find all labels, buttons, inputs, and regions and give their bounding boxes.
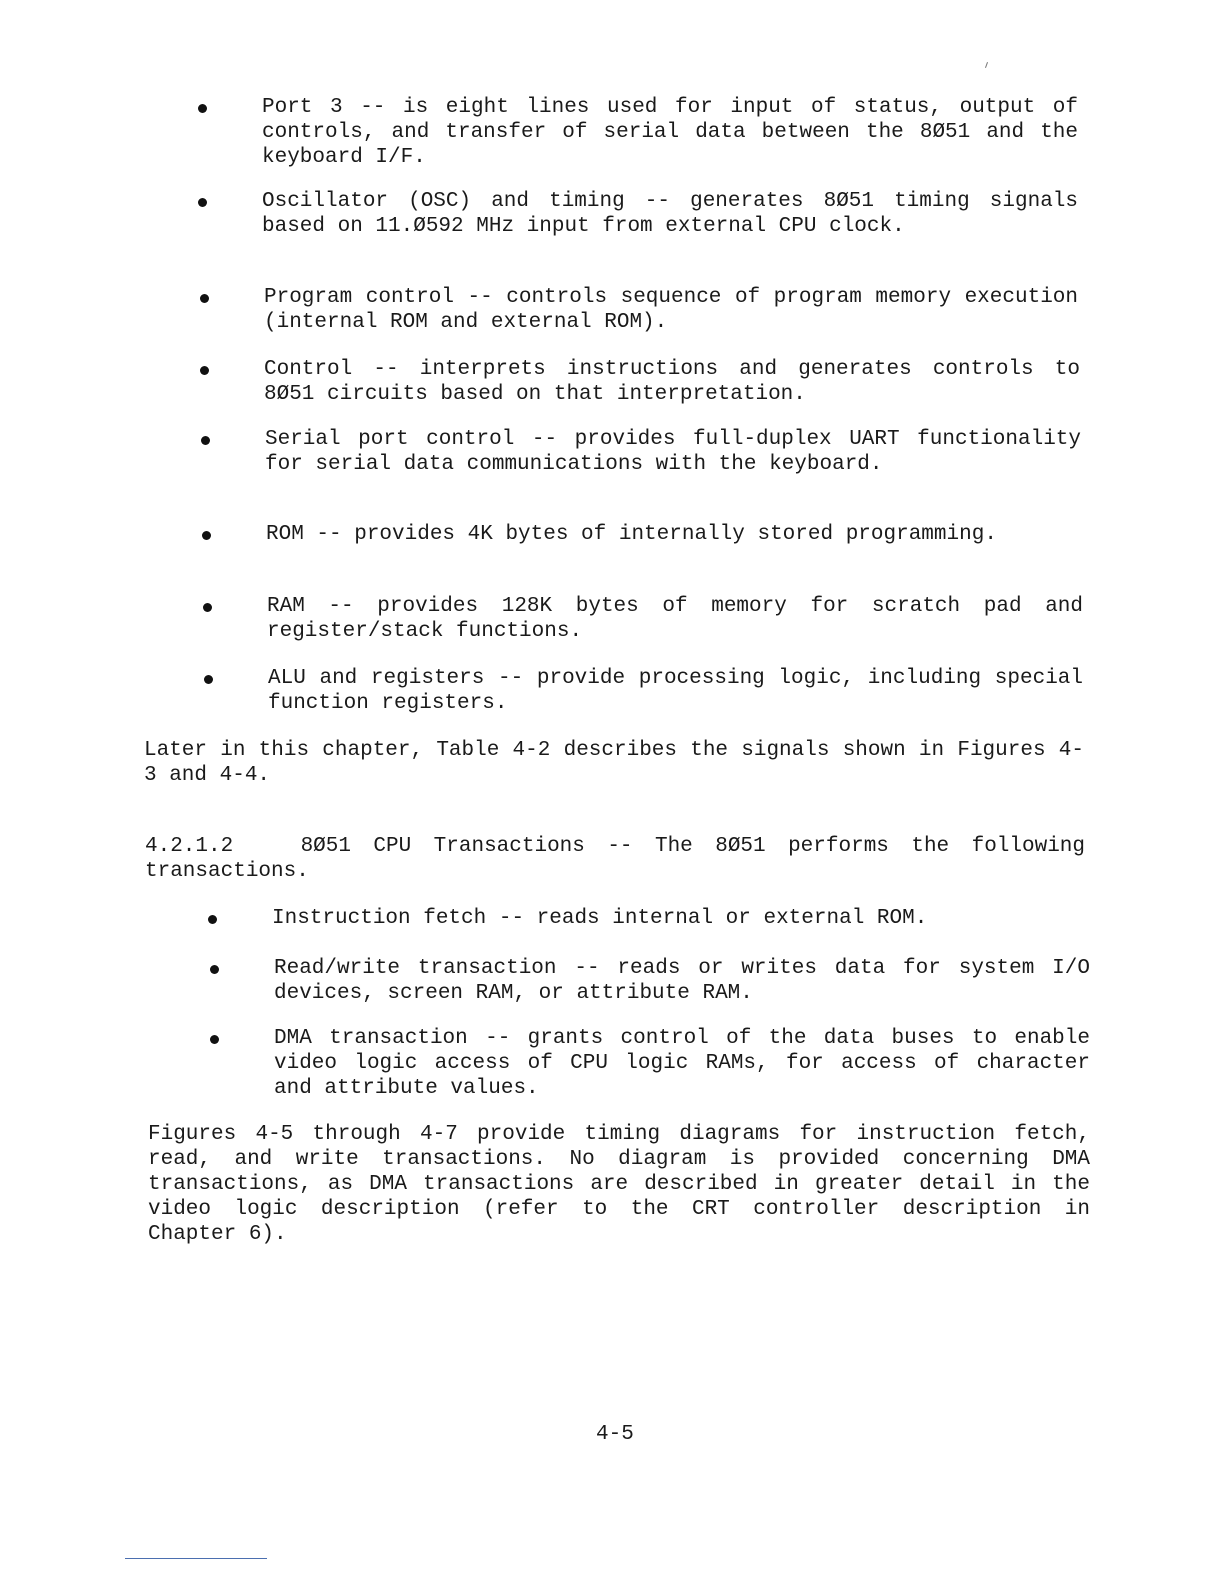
function-block-list-control	[264, 357, 1080, 407]
section-text: 8Ø51 CPU Transactions -- The 8Ø51 performs the following transactions.	[145, 835, 1086, 883]
list-item	[262, 95, 1078, 170]
section-number: 4.2.1.2	[145, 835, 234, 858]
function-block-list-serial	[265, 427, 1081, 477]
bullet-icon	[202, 531, 211, 540]
list-item-text: RAM -- provides 128K bytes of memory for scratch pad and register/stack functions.	[267, 595, 1083, 643]
footer-rule	[125, 1558, 267, 1559]
transaction-list-fetch	[272, 906, 1088, 931]
bullet-icon	[204, 675, 213, 684]
list-item	[266, 522, 1082, 547]
section-gap	[233, 835, 300, 858]
list-item	[262, 189, 1078, 239]
list-item-text: Control -- interprets instructions and generates controls to 8Ø51 circuits based on that interpretation.	[264, 358, 1080, 406]
list-item-text: Oscillator (OSC) and timing -- generates 8Ø51 timing signals based on 11.Ø592 MHz input from external CPU clock.	[262, 190, 1078, 238]
paragraph-signals-reference: Later in this chapter, Table 4-2 describes the signals shown in Figures 4-3 and 4-4.	[144, 739, 1084, 787]
bullet-icon	[208, 915, 217, 924]
list-item	[274, 956, 1090, 1006]
list-item	[268, 666, 1083, 716]
transaction-list-readwrite	[274, 956, 1090, 1006]
function-block-list-ram	[267, 594, 1083, 644]
list-item-text: DMA transaction -- grants control of the data buses to enable video logic access of CPU logic RAMs, for access of character and attribute values.	[274, 1027, 1090, 1100]
section-paragraph	[145, 834, 1085, 884]
paragraph-timing-diagrams: Figures 4-5 through 4-7 provide timing diagrams for instruction fetch, read, and write transactions. No diagram is provided concerning DMA transactions, as DMA transactions are described in greater detail in the video logic description (refer to the CRT controller description in Chapter 6).	[148, 1123, 1090, 1246]
function-block-list-rom	[266, 522, 1082, 547]
bullet-icon	[210, 1035, 219, 1044]
list-item	[264, 357, 1080, 407]
function-block-list-alu	[268, 666, 1083, 716]
list-item-text: ALU and registers -- provide processing logic, including special function registers.	[268, 667, 1083, 715]
list-item-text: Read/write transaction -- reads or writes data for system I/O devices, screen RAM, or attribute RAM.	[274, 957, 1090, 1005]
list-item-text: Serial port control -- provides full-duplex UART functionality for serial data communications with the keyboard.	[265, 428, 1081, 476]
scan-mark	[985, 62, 988, 68]
bullet-icon	[201, 436, 210, 445]
transaction-list-dma	[274, 1026, 1090, 1101]
list-item-text: Instruction fetch -- reads internal or external ROM.	[272, 907, 928, 930]
list-item	[274, 1026, 1090, 1101]
list-item-text: Program control -- controls sequence of program memory execution (internal ROM and external ROM).	[264, 286, 1078, 334]
bullet-icon	[200, 366, 209, 375]
list-item	[267, 594, 1083, 644]
bullet-icon	[203, 603, 212, 612]
list-item-text: Port 3 -- is eight lines used for input of status, output of controls, and transfer of serial data between the 8Ø51 and the keyboard I/F.	[262, 96, 1078, 169]
function-block-list	[262, 95, 1078, 170]
bullet-icon	[200, 294, 209, 303]
list-item-text: ROM -- provides 4K bytes of internally stored programming.	[266, 523, 997, 546]
list-item	[264, 285, 1078, 335]
function-block-list-osc	[262, 189, 1078, 239]
list-item	[265, 427, 1081, 477]
bullet-icon	[210, 965, 219, 974]
bullet-icon	[198, 198, 207, 207]
list-item	[272, 906, 1088, 931]
page-number: 4-5	[596, 1423, 634, 1446]
function-block-list-program	[264, 285, 1078, 335]
bullet-icon	[198, 104, 207, 113]
